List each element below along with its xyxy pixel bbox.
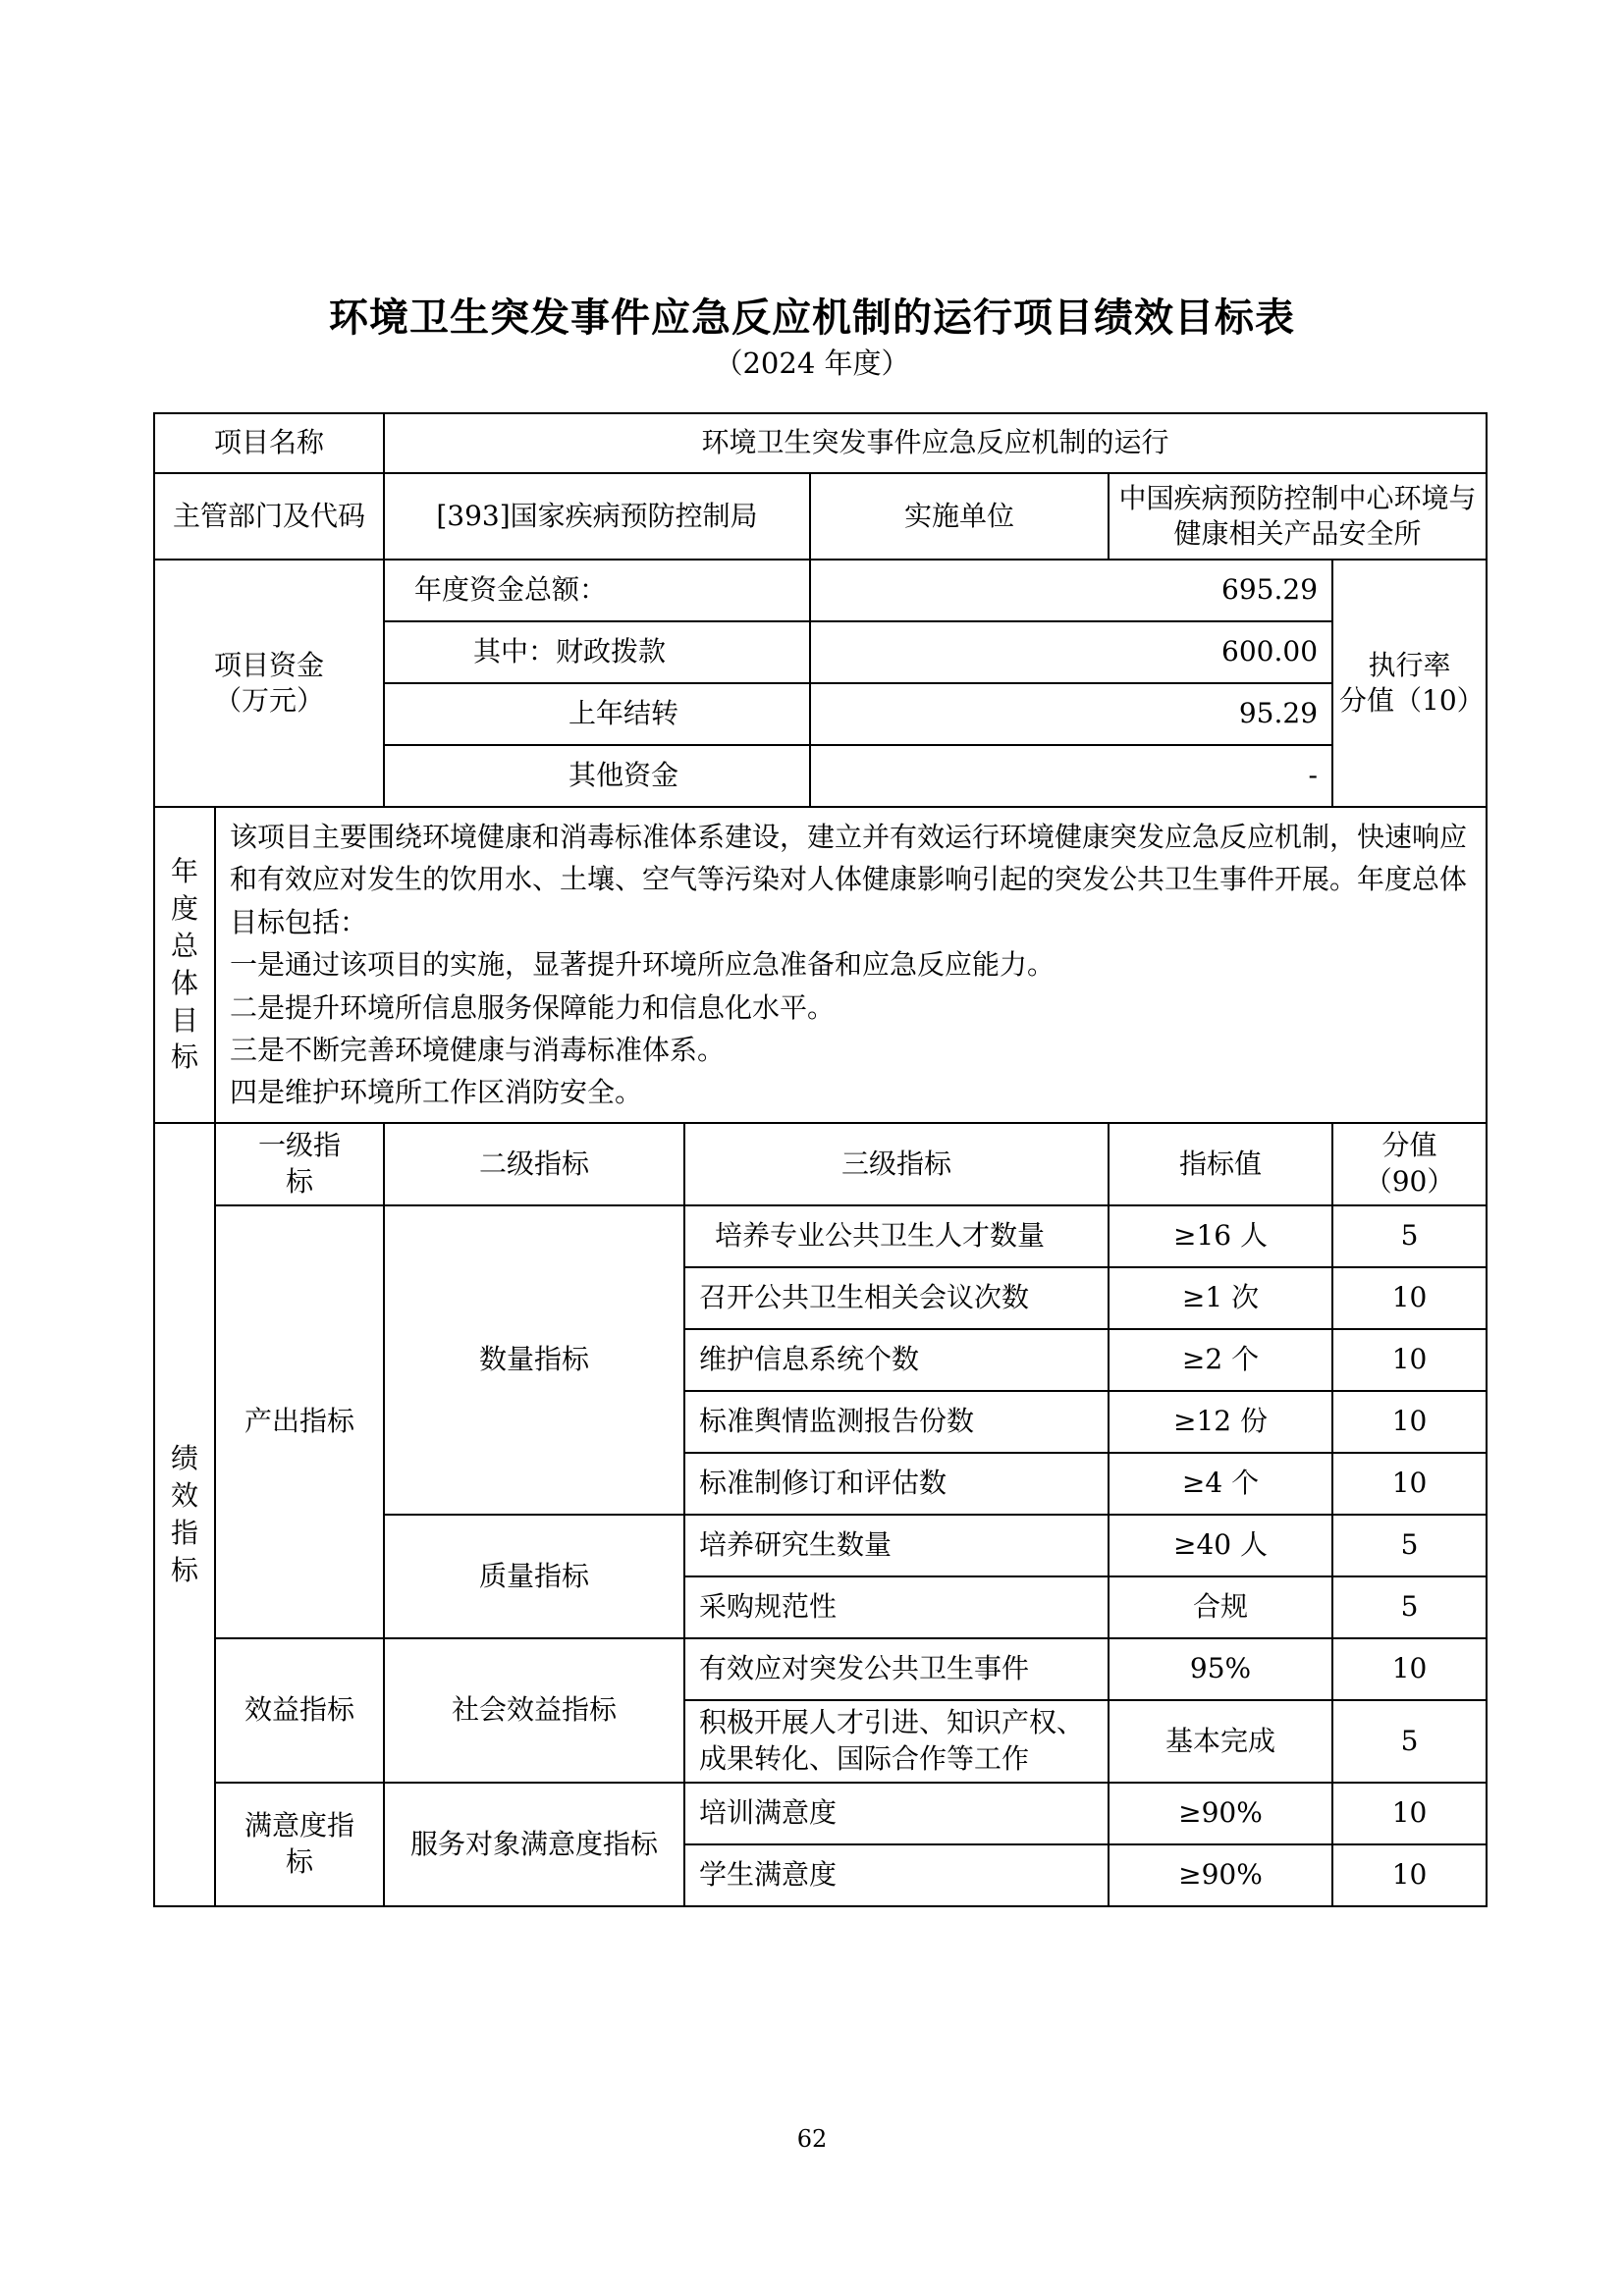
indicator-score: 10 [1332, 1267, 1487, 1329]
indicator-score: 5 [1332, 1515, 1487, 1576]
funds-carryover-label: 上年结转 [384, 683, 810, 745]
annual-goal-row [154, 807, 1487, 1123]
funds-row-total [154, 560, 1487, 621]
indicator-score: 5 [1332, 1700, 1487, 1783]
level3-name: 采购规范性 [684, 1576, 1109, 1638]
indicator-score: 10 [1332, 1329, 1487, 1391]
table-row [154, 1638, 1487, 1700]
table-row [154, 1783, 1487, 1844]
level3-name: 培养研究生数量 [684, 1515, 1109, 1576]
indicator-value: 合规 [1109, 1576, 1332, 1638]
level2-quantity: 数量指标 [384, 1205, 684, 1515]
funds-other-value: - [810, 745, 1332, 807]
funds-total-label: 年度资金总额： [384, 560, 810, 621]
header-value: 指标值 [1109, 1123, 1332, 1205]
level3-name: 积极开展人才引进、知识产权、成果转化、国际合作等工作 [684, 1700, 1109, 1783]
indicator-score: 10 [1332, 1391, 1487, 1453]
level3-name: 培养专业公共卫生人才数量 [684, 1205, 1109, 1267]
indicator-value: ≥40 人 [1109, 1515, 1332, 1576]
indicator-value: ≥2 个 [1109, 1329, 1332, 1391]
level1-benefit: 效益指标 [215, 1638, 384, 1783]
indicator-value: ≥4 个 [1109, 1453, 1332, 1515]
indicator-score: 10 [1332, 1638, 1487, 1700]
project-name-value: 环境卫生突发事件应急反应机制的运行 [384, 413, 1487, 473]
header-score: 分值 （90） [1332, 1123, 1487, 1205]
level2-social-benefit: 社会效益指标 [384, 1638, 684, 1783]
document-subtitle: （2024 年度） [714, 347, 910, 380]
document-title: 环境卫生突发事件应急反应机制的运行项目绩效目标表 [329, 295, 1295, 341]
indicators-header-row [154, 1123, 1487, 1205]
project-name-label: 项目名称 [154, 413, 384, 473]
level3-name: 学生满意度 [684, 1844, 1109, 1906]
indicator-value: 95% [1109, 1638, 1332, 1700]
goal-line: 四是维护环境所工作区消防安全。 [230, 1076, 643, 1109]
level2-service-satisfaction: 服务对象满意度指标 [384, 1783, 684, 1906]
goal-line: 三是不断完善环境健康与消毒标准体系。 [230, 1033, 726, 1066]
header-level1: 一级指标 [215, 1123, 384, 1205]
level3-name: 标准舆情监测报告份数 [684, 1391, 1109, 1453]
indicator-value: ≥12 份 [1109, 1391, 1332, 1453]
department-value: [393]国家疾病预防控制局 [384, 473, 810, 560]
page-number: 62 [796, 2125, 828, 2153]
level3-name: 召开公共卫生相关会议次数 [684, 1267, 1109, 1329]
execution-rate-cell: 执行率 分值（10） [1332, 560, 1487, 807]
funds-fiscal-label: 其中：财政拨款 [384, 621, 810, 683]
project-name-row [154, 413, 1487, 473]
annual-goal-text [215, 807, 1487, 1123]
indicator-score: 10 [1332, 1844, 1487, 1906]
indicator-score: 10 [1332, 1783, 1487, 1844]
level3-name: 标准制修订和评估数 [684, 1453, 1109, 1515]
implementing-unit-label: 实施单位 [810, 473, 1109, 560]
goal-line: 该项目主要围绕环境健康和消毒标准体系建设，建立并有效运行环境健康突发应急反应机制，快速响应和有效应对发生的饮用水、土壤、空气等污染对人体健康影响引起的突发公共卫生事件开展。年度总体目标包括： [230, 821, 1468, 938]
goal-line: 一是通过该项目的实施，显著提升环境所应急准备和应急反应能力。 [230, 948, 1056, 982]
goal-line: 二是提升环境所信息服务保障能力和信息化水平。 [230, 990, 836, 1024]
level3-name: 维护信息系统个数 [684, 1329, 1109, 1391]
funds-total-value: 695.29 [810, 560, 1332, 621]
indicator-score: 5 [1332, 1576, 1487, 1638]
performance-indicators-label: 绩 效 指 标 [154, 1123, 215, 1906]
funds-fiscal-value: 600.00 [810, 621, 1332, 683]
performance-target-table [153, 412, 1488, 1907]
indicator-value: ≥1 次 [1109, 1267, 1332, 1329]
department-label: 主管部门及代码 [154, 473, 384, 560]
level1-satisfaction: 满意度指标 [215, 1783, 384, 1906]
implementing-unit-value: 中国疾病预防控制中心环境与健康相关产品安全所 [1109, 473, 1487, 560]
indicator-value: ≥16 人 [1109, 1205, 1332, 1267]
funds-label: 项目资金 （万元） [154, 560, 384, 807]
department-row [154, 473, 1487, 560]
indicator-score: 10 [1332, 1453, 1487, 1515]
indicator-value: ≥90% [1109, 1844, 1332, 1906]
header-level2: 二级指标 [384, 1123, 684, 1205]
table-row [154, 1205, 1487, 1267]
funds-other-label: 其他资金 [384, 745, 810, 807]
indicator-score: 5 [1332, 1205, 1487, 1267]
header-level3: 三级指标 [684, 1123, 1109, 1205]
indicator-value: 基本完成 [1109, 1700, 1332, 1783]
funds-carryover-value: 95.29 [810, 683, 1332, 745]
level3-name: 有效应对突发公共卫生事件 [684, 1638, 1109, 1700]
indicator-value: ≥90% [1109, 1783, 1332, 1844]
annual-goal-label: 年 度 总 体 目 标 [154, 807, 215, 1123]
level2-quality: 质量指标 [384, 1515, 684, 1638]
level3-name: 培训满意度 [684, 1783, 1109, 1844]
level1-output: 产出指标 [215, 1205, 384, 1638]
